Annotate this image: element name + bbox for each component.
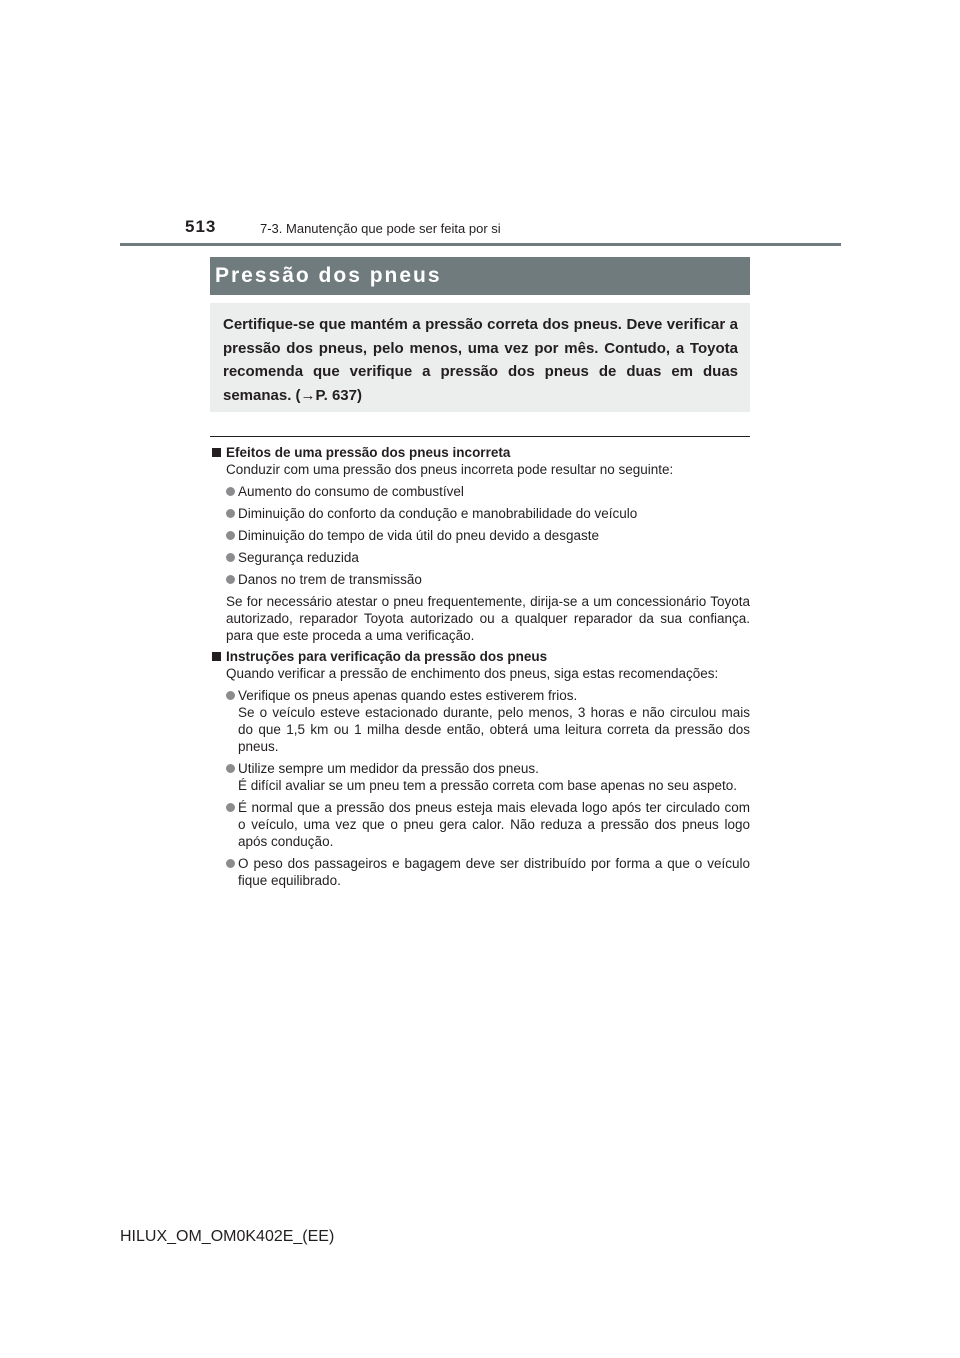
intro-box (210, 303, 750, 412)
page-number: 513 (185, 217, 217, 236)
section-lead-effects: Conduzir com uma pressão dos pneus incorreta pode resultar no seguinte: (226, 462, 674, 477)
footer-document-code: HILUX_OM_OM0K402E_(EE) (120, 1228, 335, 1245)
page-title: Pressão dos pneus (215, 264, 442, 287)
title-bar (210, 257, 750, 295)
section-lead-instructions: Quando verificar a pressão de enchimento dos pneus, siga estas recomendações: (226, 666, 719, 681)
list-item-detail: Se o veículo esteve estacionado durante, pelo menos, 3 horas e não circulou mais do que 1,5 km ou 1 milha desde então, obterá uma leitura correta da pressão dos pneus. (238, 705, 750, 754)
intro-text: Certifique-se que mantém a pressão correta dos pneus. Deve verificar a pressão dos pneus, pelo menos, uma vez por mês. Contudo, a Toyota recomenda que verifique a pressão dos pneus de duas em duas semanas. (→P. 637) (223, 316, 738, 404)
list-item: Danos no trem de transmissão (212, 571, 750, 588)
list-item: Segurança reduzida (212, 549, 750, 566)
section-heading-effects: Efeitos de uma pressão dos pneus incorreta (212, 444, 750, 461)
list-item: O peso dos passageiros e bagagem deve ser distribuído por forma a que o veículo fique equilibrado. (212, 855, 750, 889)
list-item: É normal que a pressão dos pneus esteja mais elevada logo após ter circulado com o veículo, uma vez que o pneu gera calor. Não reduza a pressão dos pneus logo após condução. (212, 799, 750, 850)
list-item: Diminuição do tempo de vida útil do pneu devido a desgaste (212, 527, 750, 544)
section-note-effects: Se for necessário atestar o pneu frequentemente, dirija-se a um concessionário Toyota autorizado, reparador Toyota autorizado ou a qualquer reparador da sua confiança. para que este proceda a uma verificação. (226, 594, 750, 643)
content (212, 444, 750, 889)
list-item-text: Utilize sempre um medidor da pressão dos pneus. (238, 761, 539, 776)
list-item (212, 687, 750, 755)
section-reference: 7-3. Manutenção que pode ser feita por si (260, 221, 501, 236)
header-rule (120, 243, 841, 246)
list-item: Diminuição do conforto da condução e manobrabilidade do veículo (212, 505, 750, 522)
list-item-detail: É difícil avaliar se um pneu tem a pressão correta com base apenas no seu aspeto. (238, 778, 738, 793)
list-item-text: Verifique os pneus apenas quando estes estiverem frios. (238, 688, 578, 703)
content-rule (210, 436, 750, 437)
list-item (212, 760, 750, 794)
list-item: Aumento do consumo de combustível (212, 483, 750, 500)
section-heading-instructions: Instruções para verificação da pressão dos pneus (212, 648, 750, 665)
